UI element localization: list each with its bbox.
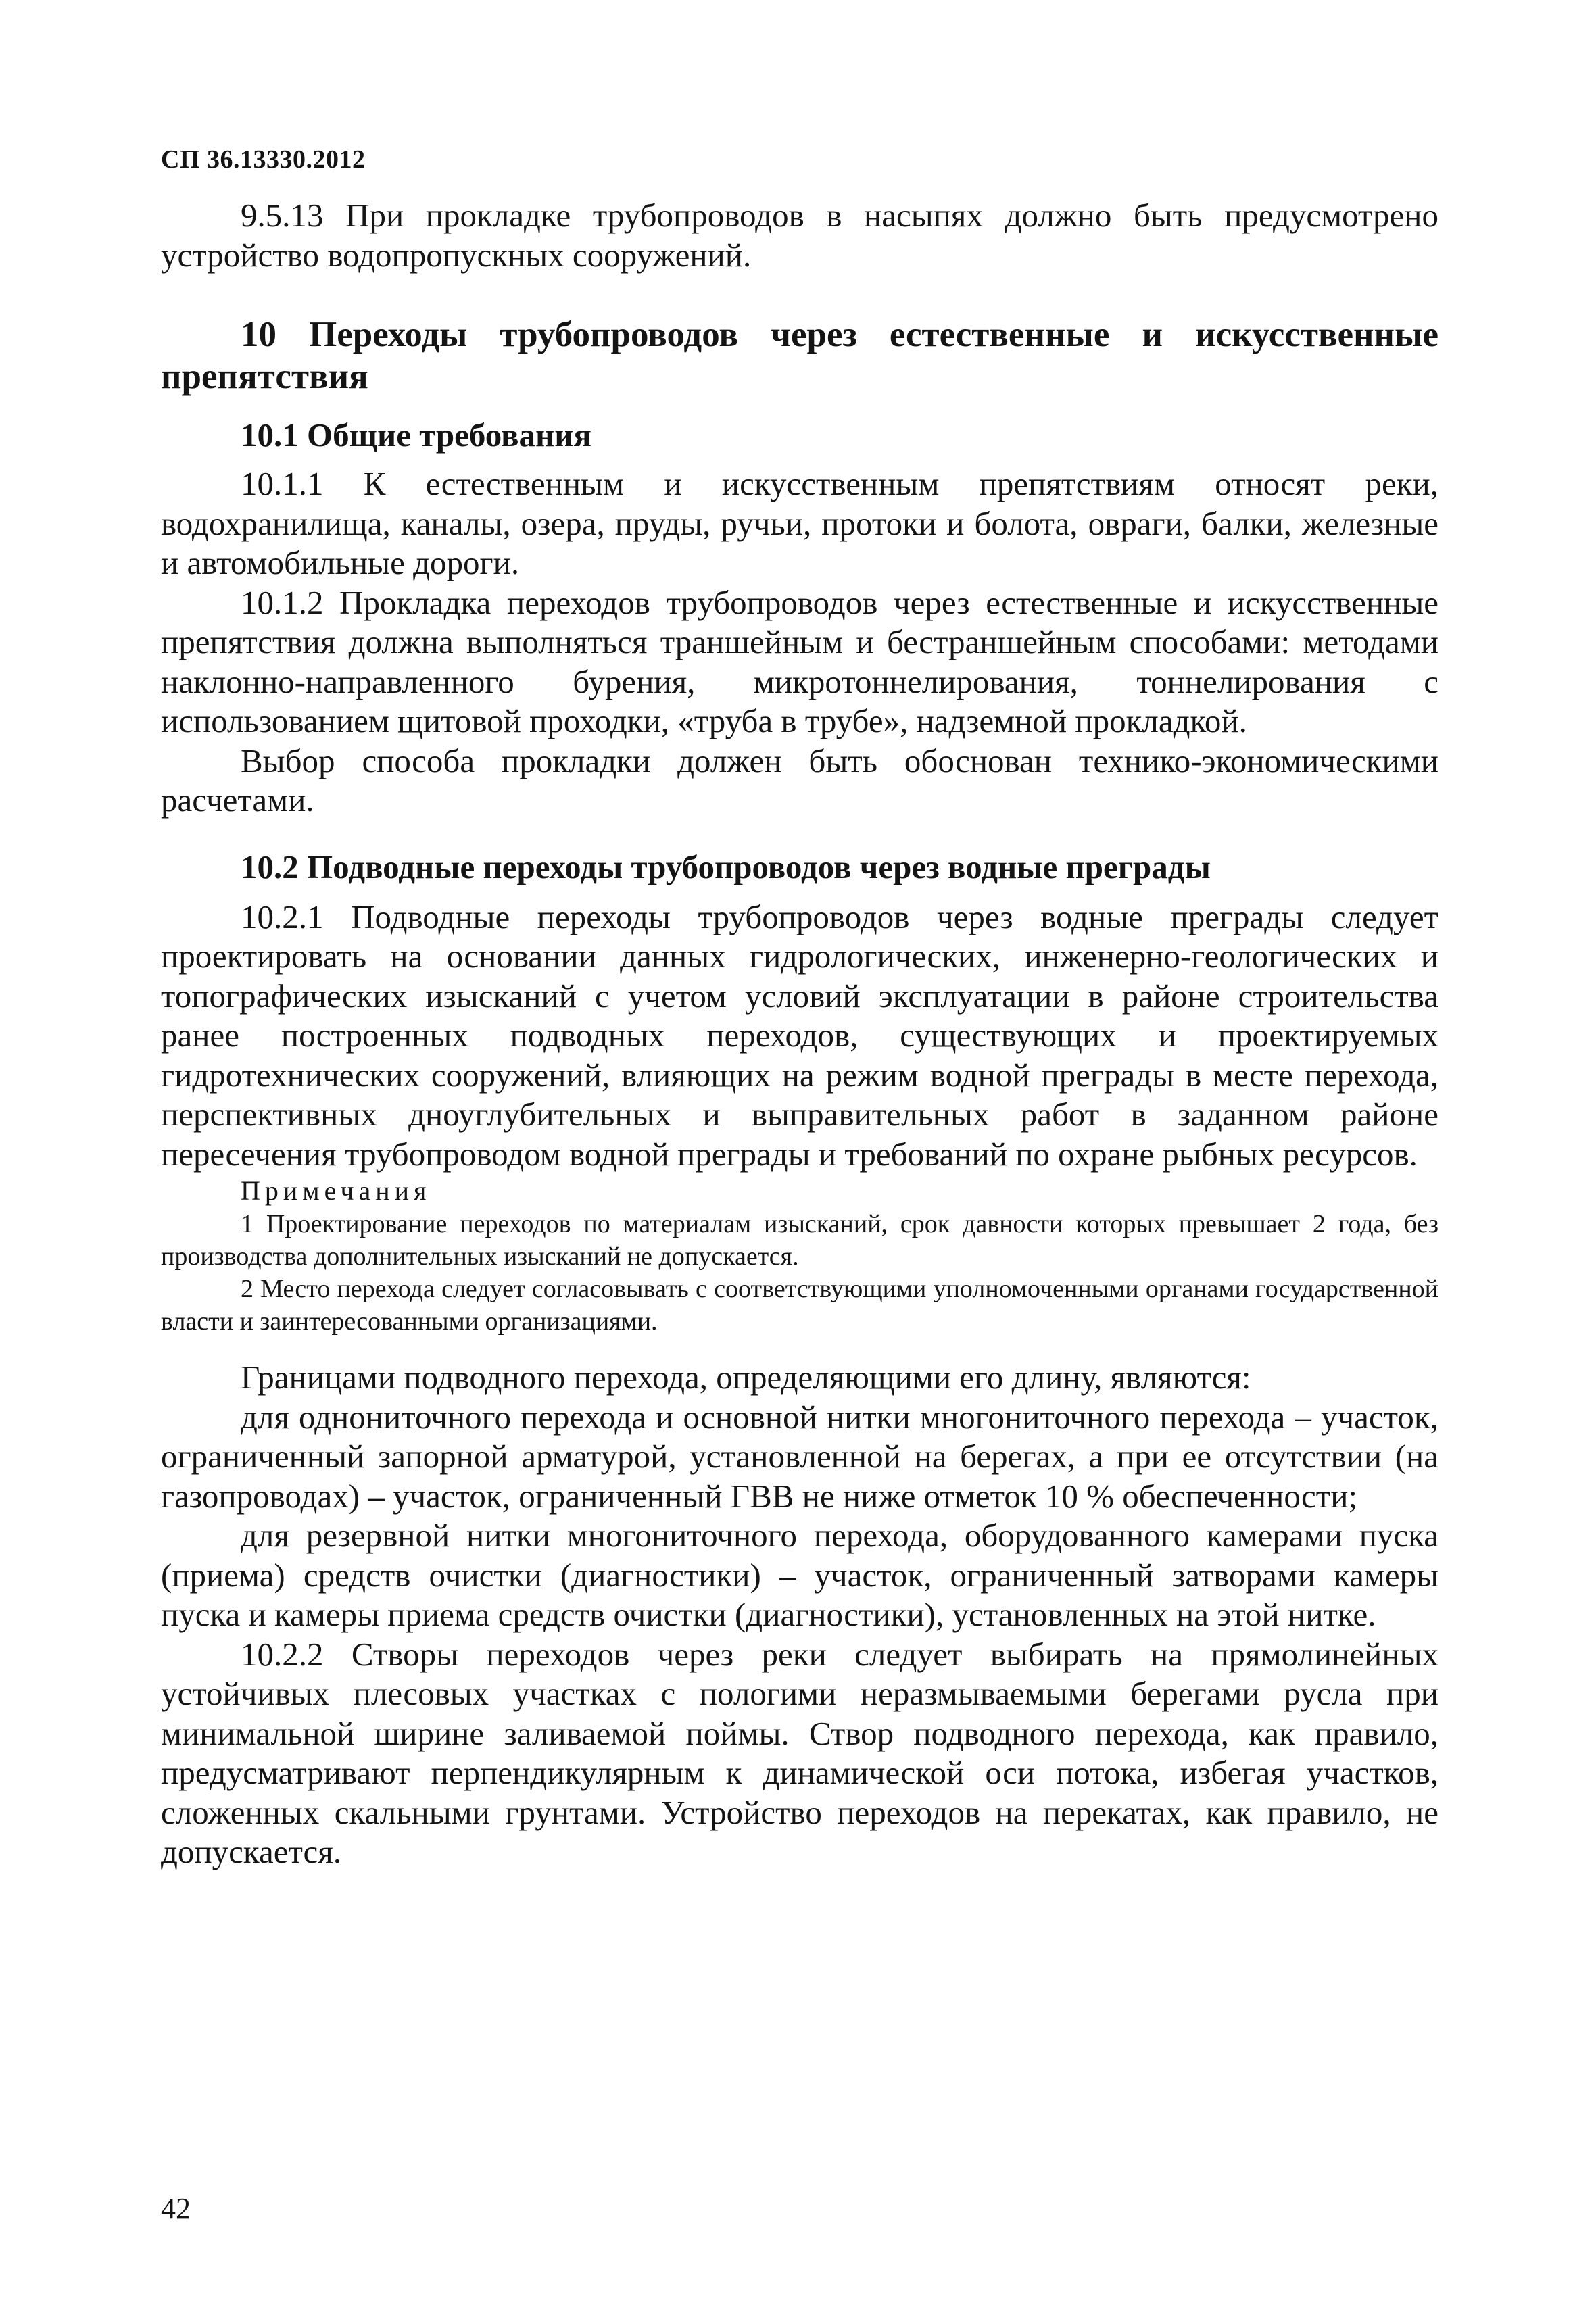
paragraph-crossing-boundaries: Границами подводного перехода, определяющими его длину, являются: bbox=[241, 1359, 1251, 1396]
subsection-10-1-heading: 10.1 Общие требования bbox=[241, 416, 591, 454]
subsection-10-2-heading: 10.2 Подводные переходы трубопроводов через водные преграды bbox=[241, 848, 1211, 885]
paragraph-reserve-line-crossing: для резервной нитки многониточного перехода, оборудованного камерами пуска (приема) средств очистки (диагностики) – участок, ограниченный затворами камеры пуска и камеры приема средств очистки (диагностики), установленных на этой нитке. bbox=[161, 1517, 1438, 1633]
paragraph-10-2-1: 10.2.1 Подводные переходы трубопроводов через водные преграды следует проектировать на основании данных гидрологических, инженерно-геологических и топографических изысканий с учетом условий эксплуатации в районе строительства ранее построенных подводных переходов, существующих и проектируемых гидротехнических сооружений, влияющих на режим водной преграды в месте перехода, перспективных дноуглубительных и выправительных работ в заданном районе пересечения трубопроводом водной преграды и требований по охране рыбных ресурсов. bbox=[161, 898, 1438, 1173]
paragraph-9-5-13: 9.5.13 При прокладке трубопроводов в насыпях должно быть предусмотрено устройство водопропускных сооружений. bbox=[161, 197, 1438, 274]
paragraph-method-choice: Выбор способа прокладки должен быть обоснован технико-экономическими расчетами. bbox=[161, 741, 1438, 819]
document-body bbox=[161, 196, 1438, 1872]
paragraph-10-2-2: 10.2.2 Створы переходов через реки следует выбирать на прямолинейных устойчивых плесовых участках с пологими неразмываемыми берегами русла при минимальной ширине заливаемой поймы. Створ подводного перехода, как правило, предусматривают перпендикулярным к динамической оси потока, избегая участков, сложенных скальными грунтами. Устройство переходов на перекатах, как правило, не допускается. bbox=[161, 1635, 1438, 1870]
section-10-heading: 10 Переходы трубопроводов через естественные и искусственные препятствия bbox=[161, 315, 1438, 396]
document-code: СП 36.13330.2012 bbox=[161, 145, 366, 174]
page-number: 42 bbox=[161, 2192, 191, 2225]
notes-block bbox=[161, 1174, 1438, 1338]
notes-heading: Примечания bbox=[241, 1175, 431, 1206]
note-1: 1 Проектирование переходов по материалам изысканий, срок давности которых превышает 2 года, без производства дополнительных изысканий не допускается. bbox=[161, 1210, 1438, 1271]
paragraph-10-1-1: 10.1.1 К естественным и искусственным препятствиям относят реки, водохранилища, каналы, озера, пруды, ручьи, протоки и болота, овраги, балки, железные и автомобильные дороги. bbox=[161, 465, 1438, 581]
note-2: 2 Место перехода следует согласовывать с соответствующими уполномоченными органами государственной власти и заинтересованными организациями. bbox=[161, 1275, 1438, 1336]
paragraph-single-line-crossing: для однониточного перехода и основной нитки многониточного перехода – участок, ограниченный запорной арматурой, установленной на берегах, а при ее отсутствии (на газопроводах) – участок, ограниченный ГВВ не ниже отметок 10 % обеспеченности; bbox=[161, 1398, 1438, 1515]
paragraph-10-1-2: 10.1.2 Прокладка переходов трубопроводов через естественные и искусственные препятствия должна выполняться траншейным и бестраншейным способами: методами наклонно-направленного бурения, микротоннелирования, тоннелирования с использованием щитовой проходки, «труба в трубе», надземной прокладкой. bbox=[161, 583, 1438, 739]
